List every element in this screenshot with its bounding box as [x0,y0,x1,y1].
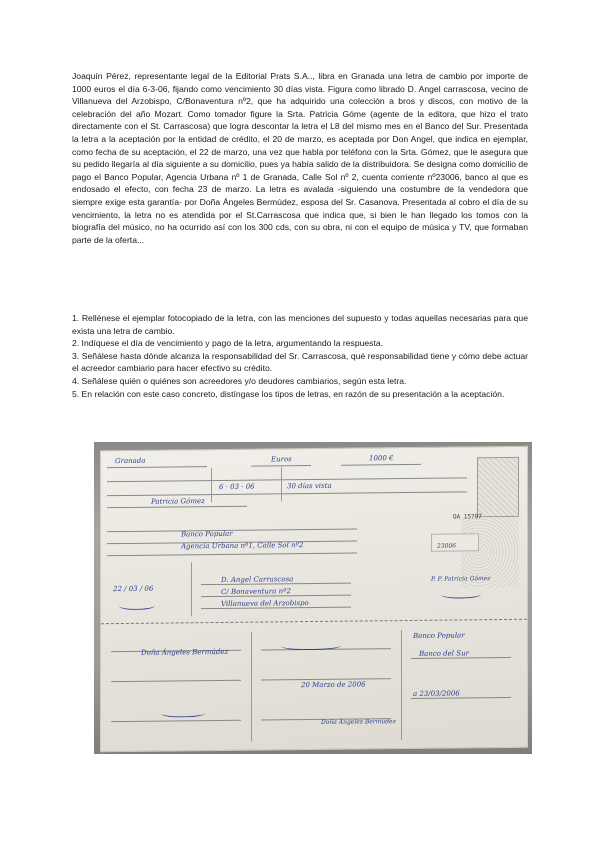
question-item: 4. Señálese quién o quiénes son acreedores y/o deudores cambiarios, según esta letra. [72,375,407,386]
revenue-seal [477,457,519,517]
bill-of-exchange-form [100,446,528,752]
bill-aval-name: Doña Ángeles Bermúdez [141,647,229,657]
bill-endorse-date: 20 Marzo de 2006 [301,680,366,690]
bill-maturity: 30 días vista [287,481,332,491]
bill-endorse-date2: a 23/03/2006 [413,689,460,698]
aval-signature [161,708,205,717]
drawer-signature [441,589,481,598]
bill-currency: Euros [271,455,292,464]
bill-series-number: OA 15707 [453,513,482,521]
question-item: 5. En relación con este caso concreto, distíngase los tipos de letras, en razón de su presentación a la aceptación. [72,388,505,399]
bill-address: Agencia Urbana nº1, Calle Sol nº2 [181,541,304,551]
bill-bank: Banco Popular [181,529,233,539]
bill-drawee-street: C/ Bonaventura nº2 [221,587,291,596]
case-statement: Joaquín Pérez, representante legal de la Editorial Prats S.A.., libra en Granada una letra de cambio por importe de 1000 euros el día 6-3-06, fijando como vencimiento 30 días vista. Figura como librado D. Angel carrascosa, vecino de Villanueva del Arzobispo, C/Bonaventura nº2, que ha adquirido una colección a bros y discos, con motivo de la celebración del año Mozart. Como tomador figure la Srta. Patricia Góme (agente de la editora, que hizo el trato directamente con el St. Carrascosa) que logra descontar la letra el L8 del mismo mes en el Banco del Sur. Presentada la letra a la aceptación por la entidad de crédito, el 20 de marzo, es aceptada por Don Angel, que indica en ejemplar, como fecha de su aceptación, el 22 de marzo, una vez que habla por teléfono con la Srta. Gómez, que le asegura que su pedido llegaría al día siguiente a su domicilio, pues ya había salido de la distribuidora. Se designa como domicilio de pago el Banco Popular, Agencia Urbana nº 1 de Granada, Calle Sol nº 2, cuenta corriente nº23006, banco al que es endosado el efecto, con fecha 23 de marzo. La letra es avalada -siguiendo una costumbre de la vendedora que siempre exige esta garantía- por Doña Ángeles Bermúdez, esposa del Sr. Casanova. Presentada al cobro el día de su vencimiento, la letra no es atendida por el St.Carrascosa que indica que, si bien le han llegado los tomos con la biografía del músico, no ha ocurrido así con los 300 cds, con su obra, ni con el equipo de música y TV, que formaban parte de la oferta... [72,71,528,245]
bill-drawee-name: D. Angel Carrascosa [221,575,294,584]
bill-drawee-town: Villanueva del Arzobispo [221,599,309,608]
question-list [72,312,528,400]
perforation-line [101,619,527,624]
bill-signer-note: P. P. Patricia Gómez [431,575,491,583]
acceptance-signature [119,601,155,610]
bill-place: Granada [115,456,146,466]
bill-amount: 1000 € [369,454,394,463]
bill-endorse-name: Banco Popular [413,631,465,640]
bill-drawer-name: Patricia Gómez [151,497,205,506]
question-item: 3. Señálese hasta dónde alcanza la responsabilidad del Sr. Carrascosa, qué responsabilidad tiene y cómo debe actuar el acreedor cambiario para hacer efectivo su crédito. [72,350,528,374]
bill-account: 23006 [437,542,457,550]
bill-of-exchange-photo [94,442,532,754]
bill-issue-date: 6 · 03 · 06 [219,482,255,491]
question-item: 1. Rellénese el ejemplar fotocopiado de la letra, con las menciones del supuesto y todas aquellas necesarias para que exista una letra de cambio. [72,313,528,336]
question-item: 2. Indíquese el día de vencimiento y pago de la letra, argumentando la respuesta. [72,338,384,349]
bill-acceptance-date: 22 / 03 / 06 [113,584,154,594]
bill-aval-signer: Doña Ángeles Bermúdez [321,718,396,726]
bill-endorse-bank: Banco del Sur [419,649,469,658]
